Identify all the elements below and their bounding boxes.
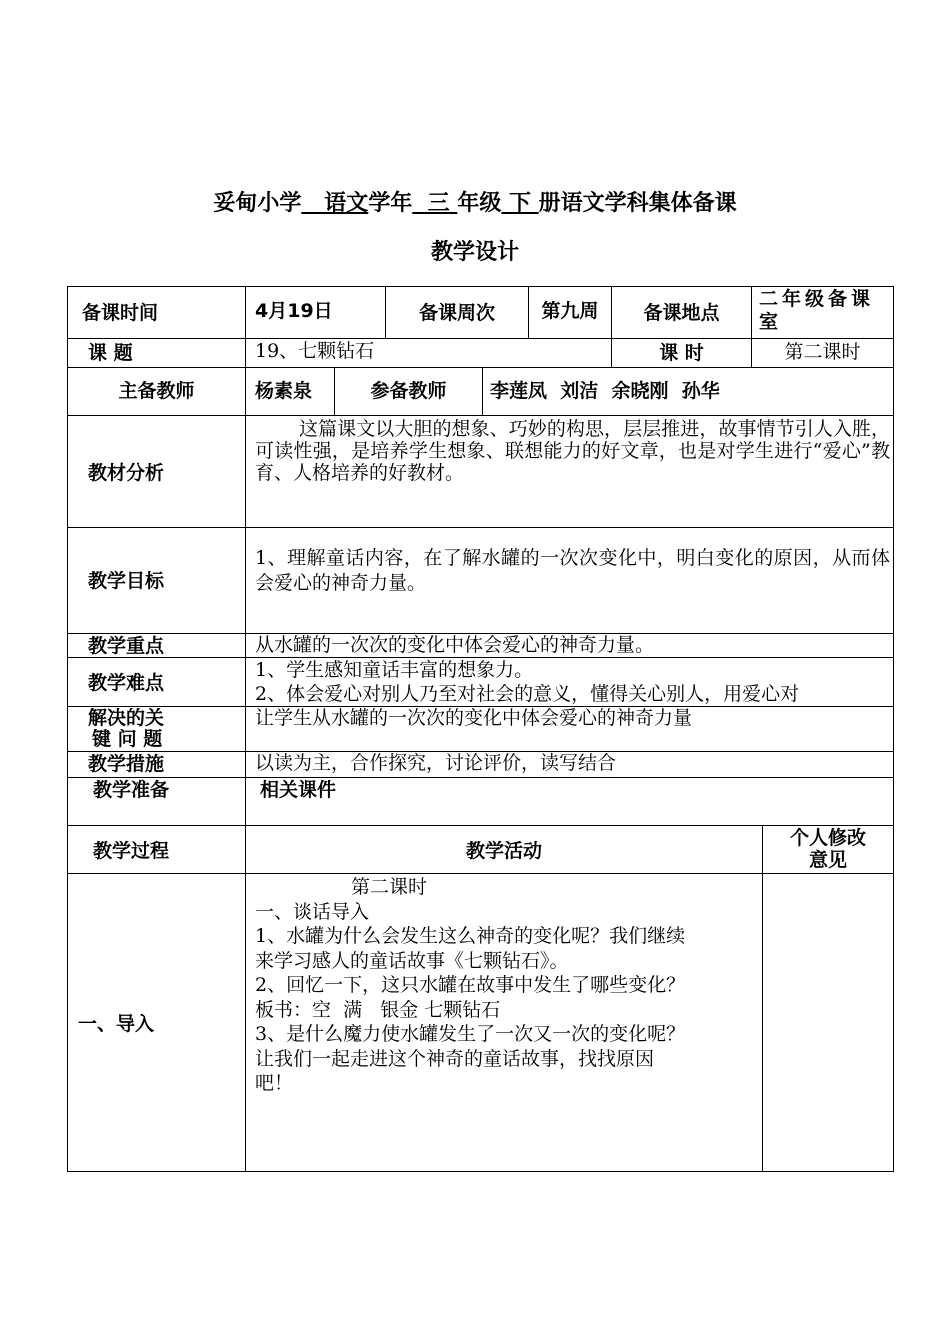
text-measures: 以读为主，合作探究，讨论评价，读写结合 <box>255 752 617 774</box>
title-school: 妥甸小学 <box>213 191 302 216</box>
title-grade-blank: 三 <box>412 191 458 216</box>
title-year-label: 学年 <box>368 191 413 216</box>
activity-line: 1、水罐为什么会发生这么神奇的变化呢？我们继续 <box>255 925 686 947</box>
label-prep-place: 备课地点 <box>643 302 720 324</box>
activity-line: 3、是什么魔力使水罐发生了一次又一次的变化呢？ <box>255 1023 686 1045</box>
activity-line: 板书：空 满 银金 七颗钻石 <box>255 998 501 1021</box>
label-analysis: 教材分析 <box>88 462 165 484</box>
value-main-teacher: 杨素泉 <box>255 380 313 402</box>
value-period: 第二课时 <box>784 341 861 363</box>
text-key-problem: 让学生从水罐的一次次的变化中体会爱心的神奇力量 <box>255 707 693 729</box>
label-difficulty: 教学难点 <box>88 672 165 694</box>
label-topic: 课 题 <box>88 342 133 364</box>
text-difficulty-2: 2、体会爱心对别人乃至对社会的意义，懂得关心别人，用爱心对 <box>255 683 800 705</box>
activity-line: 来学习感人的童话故事《七颗钻石》。 <box>255 949 569 972</box>
activity-line: 让我们一起走进这个神奇的童话故事，找找原因 <box>255 1047 655 1070</box>
document-subtitle: 教学设计 <box>430 240 519 265</box>
value-prep-time: 4月19日 <box>255 300 333 322</box>
label-goal: 教学目标 <box>88 570 165 592</box>
value-prep-place: 二年级备课室 <box>759 288 875 333</box>
title-tail: 册语文学科集体备课 <box>538 191 737 216</box>
value-topic: 19、七颗钻石 <box>255 340 375 362</box>
label-measures: 教学措施 <box>88 753 165 775</box>
label-period: 课 时 <box>659 342 704 364</box>
label-prep-time: 备课时间 <box>82 302 159 324</box>
value-prep-week: 第九周 <box>541 300 599 322</box>
activity-line: 2、回忆一下，这只水罐在故事中发生了哪些变化？ <box>255 974 686 996</box>
label-main-teacher: 主备教师 <box>118 380 195 402</box>
label-process: 教学过程 <box>93 840 170 862</box>
label-revision: 个人修改意见 <box>790 827 866 871</box>
document-title <box>0 186 950 217</box>
title-term-blank: 下 <box>501 191 539 216</box>
text-analysis: 这篇课文以大胆的想象、巧妙的构思，层层推进，故事情节引人入胜，可读性强，是培养学生想象、联想能力的好文章，也是对学生进行“爱心”教育、人格培养的好教材。 <box>255 418 890 484</box>
activity-line: 第二课时 <box>351 876 428 898</box>
text-key-point: 从水罐的一次次的变化中体会爱心的神奇力量。 <box>255 634 655 656</box>
text-preparation: 相关课件 <box>260 779 337 801</box>
text-difficulty-1: 1、学生感知童话丰富的想象力。 <box>255 659 534 681</box>
label-co-teacher: 参备教师 <box>370 380 447 402</box>
label-key-problem-2: 键 问 题 <box>92 729 163 750</box>
title-grade-label: 年级 <box>457 191 502 216</box>
label-key-problem-1: 解决的关 <box>88 708 165 729</box>
stage-intro: 一、导入 <box>78 1013 155 1035</box>
label-preparation: 教学准备 <box>93 779 170 801</box>
label-prep-week: 备课周次 <box>418 302 495 324</box>
label-activities: 教学活动 <box>465 840 542 862</box>
text-goal: 1、理解童话内容，在了解水罐的一次次变化中，明白变化的原因，从而体会爱心的神奇力量。 <box>255 547 890 594</box>
value-co-teacher: 李莲凤 刘洁 余晓刚 孙华 <box>490 380 720 402</box>
activity-list <box>255 875 760 1096</box>
label-key-point: 教学重点 <box>88 635 165 657</box>
activity-line: 吧！ <box>255 1072 294 1094</box>
title-subject-blank: 语文 <box>301 191 369 216</box>
activity-line: 一、谈话导入 <box>255 900 370 923</box>
